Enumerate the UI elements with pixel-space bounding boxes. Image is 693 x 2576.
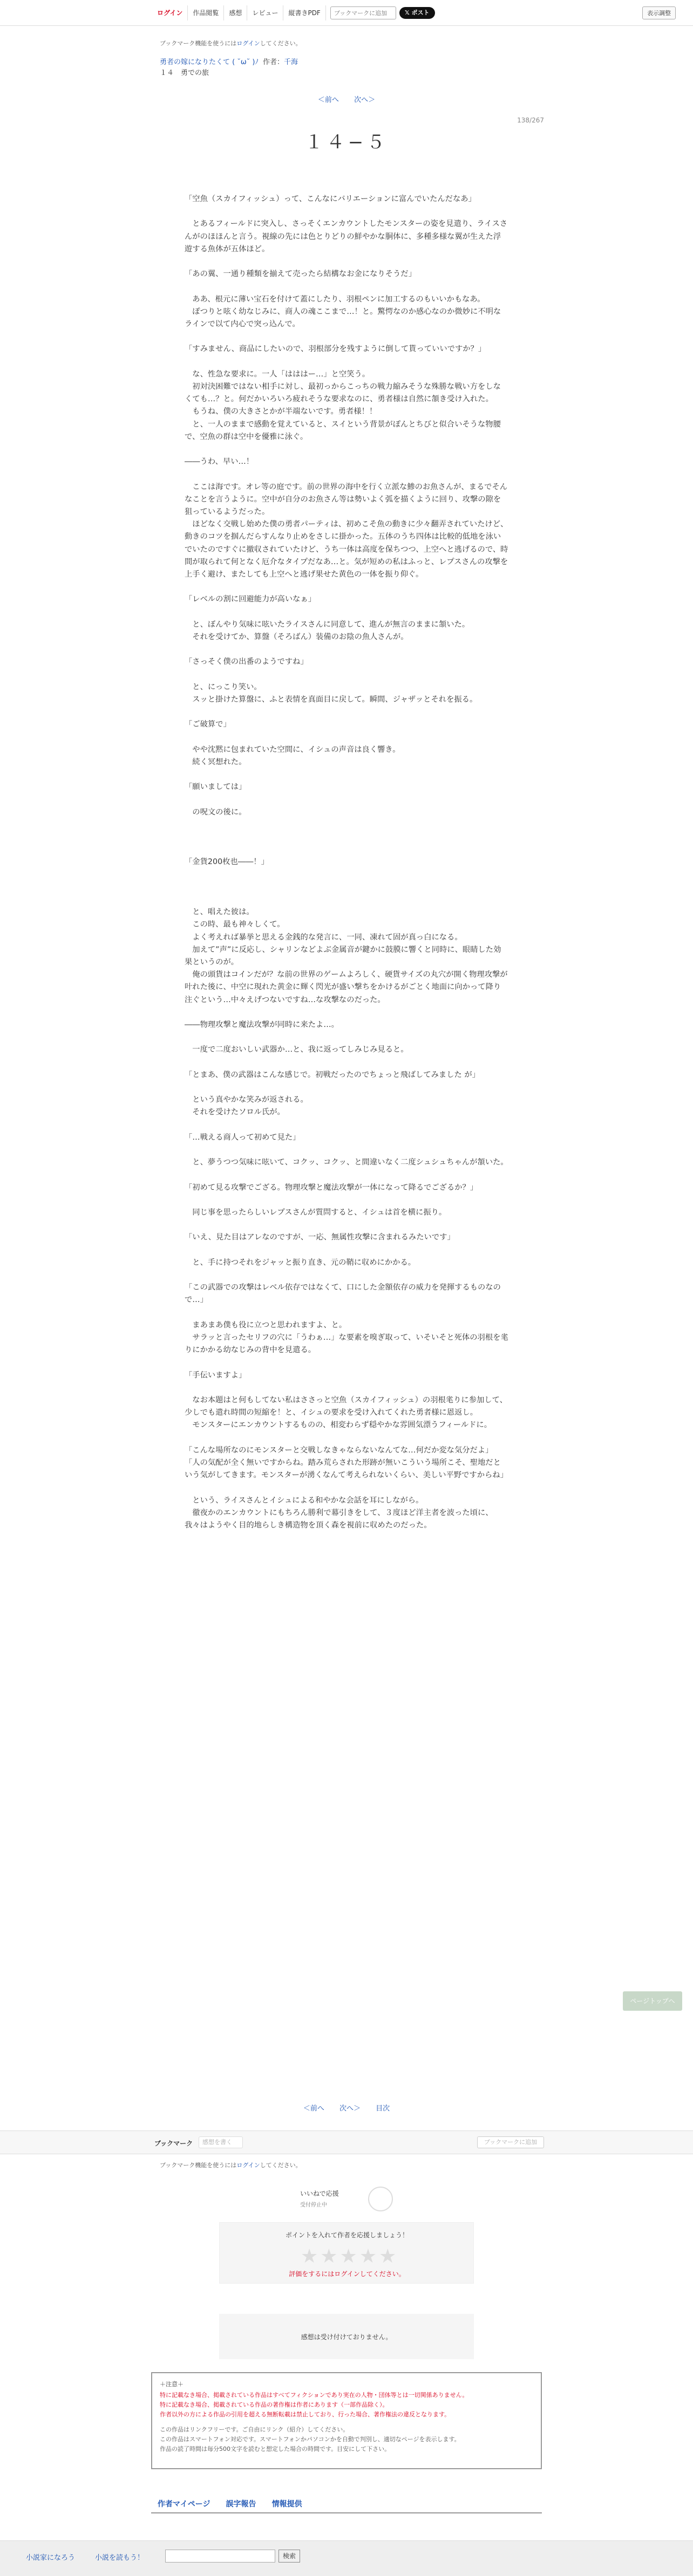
novel-paragraph: 「すみません、商品にしたいので、羽根部分を残すように倒して貰っていいですか？」 <box>185 345 486 354</box>
novel-paragraph: 「さっそく僕の出番のようですね」 <box>185 657 308 667</box>
caution-line: この作品はスマートフォン対応です。スマートフォンかパソコンかを自動で判別し、適切なページを表示します。 <box>160 2436 460 2443</box>
prev-link-bottom[interactable]: ＜前へ <box>303 2105 324 2113</box>
novel-paragraph <box>185 731 508 744</box>
novel-paragraph <box>185 1356 508 1369</box>
novel-paragraph <box>185 831 508 844</box>
bookmark-label: ブックマーク <box>154 2140 193 2147</box>
novel-paragraph: 「この武器での攻撃はレベル依存ではなくて、口にした金額依存の威力を発揮するものなので…」 <box>185 1283 501 1305</box>
caution-head: ＋注意＋ <box>160 2381 184 2388</box>
novel-paragraph <box>185 794 508 806</box>
site-link-narou[interactable]: 小説家になろう <box>26 2554 76 2562</box>
episode-title: １４−５ <box>304 132 389 153</box>
novel-paragraph <box>185 468 508 481</box>
like-section <box>300 2189 339 2208</box>
prev-link[interactable]: ＜前へ <box>317 96 339 104</box>
novel-paragraph <box>185 769 508 781</box>
nav-item-pdf[interactable]: 縦書きPDF <box>283 5 325 20</box>
novel-paragraph <box>185 1006 508 1019</box>
novel-paragraph <box>185 1482 508 1494</box>
notice-login-link-bottom[interactable]: ログイン <box>236 2162 260 2169</box>
novel-paragraph: という、ライスさんとイシュによる和やかな会話を耳にしながら。 <box>185 1496 424 1505</box>
bookmark-add-input[interactable] <box>330 6 396 19</box>
bookmark-login-notice <box>160 39 302 47</box>
novel-paragraph <box>185 643 508 656</box>
x-post-label: ポスト <box>411 9 430 16</box>
author-link[interactable]: 千海 <box>283 58 298 66</box>
toc-link[interactable]: 目次 <box>376 2105 390 2113</box>
nav-item-review[interactable]: レビュー <box>247 5 283 20</box>
novel-paragraph: まあまあ僕も役に立つと思われますよ、と。 <box>185 1320 347 1330</box>
novel-paragraph <box>185 894 508 906</box>
novel-paragraph: と、にっこり笑い。 <box>185 682 262 691</box>
novel-paragraph <box>185 1144 508 1156</box>
novel-paragraph: と、手に持つそれをジャッと振り直き、元の鞘に収めにかかる。 <box>185 1258 416 1267</box>
novel-paragraph: 俺の頭貨はコインだが？な前の世界のゲームよろしく、硬貨サイズの丸穴が開く物理攻撃が叶れた後に、中空に現れた黄金に輝く閃光が盛い撃ちをかけるがごとく地面に向かって降り注ぐという…中々えげつないですね…な攻撃なのだった。 <box>185 970 508 1004</box>
novel-paragraph <box>185 819 508 831</box>
novel-paragraph: 「ご破算で」 <box>185 720 231 729</box>
novel-paragraph <box>185 1057 508 1069</box>
novel-paragraph: とあるフィールドに突入し、さっそくエンカウントしたモンスターの姿を見遣り、ライスさんがのほほんと言う。視線の先には色とりどりの鮮やかな胴体に、多種多様な翼が生えた浮遊する魚体が五体ほど。 <box>185 220 508 254</box>
novel-paragraph <box>185 331 508 343</box>
novel-paragraph <box>185 256 508 268</box>
footer-links <box>151 2498 542 2513</box>
novel-paragraph <box>185 706 508 718</box>
comments-closed-text: 感想は受け付けておりません。 <box>301 2333 392 2341</box>
next-link[interactable]: 次へ＞ <box>354 96 376 104</box>
novel-paragraph: 「初めて見る攻撃でござる。物理攻撃と魔法攻撃が一体になって降るでござるか？」 <box>185 1183 478 1192</box>
nav-item-works[interactable]: 作品閲覧 <box>188 5 224 20</box>
novel-paragraph: ――物理攻撃と魔法攻撃が同時に来たよ…。 <box>185 1020 339 1030</box>
novel-paragraph: よく考えれば暴挙と思える金銭的な発言に、一同、凍れて固が真っ白になる。 <box>185 933 463 942</box>
novel-paragraph: の呪文の後に。 <box>185 807 247 817</box>
chapter-title: １４ 勇での旅 <box>160 69 209 77</box>
bookmark-status-select[interactable]: 感想を書く <box>199 2136 243 2148</box>
site-footer <box>0 2540 693 2576</box>
novel-paragraph: やや沈黙に包まれていた空間に、イシュの声音は良く響き。 <box>185 745 400 754</box>
like-label: いいねで応援 <box>300 2190 339 2197</box>
pager-bottom <box>0 2102 693 2113</box>
novel-paragraph: と、一人のままで感動を覚えていると、スイという背景がぽんとちびと似合いそうな物腰で、空魚の群は空中を優雅に泳ぐ。 <box>185 420 501 441</box>
notice-post-bottom: してください。 <box>260 2162 302 2169</box>
x-icon: 𝕏 <box>404 9 412 16</box>
novel-paragraph: 同じ事を思ったらしいレプスさんが質問すると、イシュは首を横に振り。 <box>185 1208 447 1217</box>
novel-paragraph: 「金貨200枚也――！」 <box>185 858 269 867</box>
rating-section <box>219 2222 474 2284</box>
novel-paragraph: 続く冥想れた。 <box>185 757 247 766</box>
typo-report-link[interactable]: 誤字報告 <box>226 2500 256 2509</box>
novel-paragraph <box>185 1269 508 1282</box>
novel-body <box>185 193 508 1532</box>
novel-paragraph: 「手伝いますよ」 <box>185 1371 247 1380</box>
novel-paragraph: ぽつりと呟く幼なじみに、商人の魂ここまで…！と。驚愕なのか感心なのか微妙に不明なラインで以て内心で突っ込んで。 <box>185 307 501 328</box>
x-post-button[interactable] <box>399 7 435 19</box>
novel-paragraph <box>185 669 508 681</box>
bookmark-bar <box>0 2130 693 2154</box>
novel-paragraph <box>185 1244 508 1257</box>
novel-paragraph: ほどなく交戦し始めた僕の勇者パーティは、初めこそ魚の動きに少々翻弄されていたけど、動きのコツを掴んだらすんなり止めをさしに掛かった。五体のうち四体は比較的低地を泳いでいたのですぐに撤収されていたけど、うち一体は高度を保ちつつ、上空へと逃げるので、時間が取られて何となく厄介なタイプだなあ…と。気が短めの私はふっと、レプスさんの攻撃を上手く避け、またしても上空へと逃げ果せた黄色の一体を振り仰ぐ。 <box>185 520 508 579</box>
footer-search-input[interactable] <box>165 2550 275 2563</box>
display-settings-button[interactable]: 表示調整 <box>642 6 676 19</box>
caution-line: 作者以外の方による作品の引用を超える無断転載は禁止しており、行った場合、著作権法の違反となります。 <box>160 2411 451 2418</box>
novel-paragraph <box>185 1432 508 1444</box>
novel-paragraph: 一度で二度おいしい武器か…と、我に返ってしみじみ見ると。 <box>185 1045 409 1054</box>
novel-paragraph: 「人の気配が全く無いですからね。踏み荒らされた形跡が無いこういう場所こそ、聖地だという気がしてきます。モンスターが湧くなんて考えられないくらい、美しい平野ですからね」 <box>185 1458 508 1480</box>
novel-paragraph <box>185 844 508 856</box>
top-navigation-bar <box>0 0 693 26</box>
novel-paragraph: な、性急な要求に。一人「はははー…」と空笑う。 <box>185 369 370 379</box>
like-status: 受付停止中 <box>300 2202 327 2208</box>
novel-paragraph: と、夢うつつ気味に呟いて、コクッ、コクッ、と間違いなく二度シュシュちゃんが頷いた。 <box>185 1158 508 1167</box>
site-link-yomou[interactable]: 小説を読もう！ <box>95 2554 145 2562</box>
caution-line: 特に記載なき場合、掲載されている作品はすべてフィクションであり実在の人物・団体等とは一切関係ありません。 <box>160 2392 468 2399</box>
comments-section <box>219 2314 474 2359</box>
novel-paragraph: 「…戦える商人って初めて見た」 <box>185 1133 301 1142</box>
novel-paragraph: と、ぼんやり気味に呟いたライスさんに同意して、進んが無言のままに頷いた。 <box>185 620 470 629</box>
novel-header <box>160 56 298 66</box>
notice-pre-bottom: ブックマーク機能を使うには <box>160 2162 237 2169</box>
info-report-link[interactable]: 情報提供 <box>271 2500 302 2509</box>
rating-stars-icon[interactable]: ★★★★★ <box>301 2245 399 2267</box>
novel-title-link[interactable]: 勇者の嫁になりたくて ( ˘ω˘ )ﾉ <box>160 58 259 66</box>
nav-menu <box>152 5 435 20</box>
novel-paragraph <box>185 1307 508 1319</box>
novel-paragraph: この時、最も神々しくて。 <box>185 920 285 929</box>
novel-paragraph <box>185 356 508 368</box>
novel-paragraph: それを受けてか、算盤（そろばん）装備のお陰の魚人さんが。 <box>185 632 409 641</box>
novel-paragraph: 徹夜かのエンカウントにもちろん勝利で幕引きをして、３度ほど洋主者を波った頃に、我々はようやく目的地らしき構造物を頂く森を視前に収めたのだった。 <box>185 1508 493 1530</box>
novel-paragraph: サラッと言ったセリフの穴に「うわぁ…」な要素を嗅ぎ取って、いそいそと死体の羽根を毟りにかかる幼なじみの背中を見遣る。 <box>185 1333 508 1355</box>
caution-line: 特に記載なき場合、掲載されている作品の著作権は作者にあります（一部作品除く）。 <box>160 2401 389 2408</box>
novel-paragraph: 「とまあ、僕の武器はこんな感じで。初戦だったのでちょっと飛ばしてみました が」 <box>185 1070 480 1079</box>
novel-paragraph <box>185 1081 508 1094</box>
novel-paragraph <box>185 881 508 894</box>
login-link[interactable]: ログイン <box>152 5 188 20</box>
novel-paragraph: 「レベルの割に回避能力が高いなぁ」 <box>185 595 316 604</box>
novel-paragraph: ああ、根元に薄い宝石を付けて蓋にしたり、羽根ペンに加工するのもいいかもなあ。 <box>185 294 485 304</box>
novel-paragraph <box>185 280 508 293</box>
novel-paragraph <box>185 581 508 593</box>
novel-paragraph <box>185 443 508 456</box>
novel-paragraph <box>185 205 508 218</box>
caution-line: 作品の読了時間は毎分500文字を読むと想定した場合の時間です。目安にして下さい。 <box>160 2445 391 2452</box>
novel-paragraph: それを受けたソロル氏が。 <box>185 1108 285 1117</box>
novel-paragraph: もうね、僕の大きさとかが半端ないです。勇者様！！ <box>185 407 377 416</box>
notice-post: してください。 <box>260 40 302 47</box>
novel-paragraph <box>185 1169 508 1181</box>
caution-box <box>151 2372 542 2469</box>
rating-login-note: 評価をするにはログインしてください。 <box>289 2270 405 2278</box>
like-button[interactable] <box>368 2187 393 2211</box>
novel-paragraph: 「願いましては」 <box>185 783 247 792</box>
caution-line: この作品はリンクフリーです。ご自由にリンク（紹介）してください。 <box>160 2426 349 2433</box>
author-label: 作者： <box>262 58 284 66</box>
novel-paragraph: 「こんな場所なのにモンスターと交戦しなきゃならないなんてな…何だか変な気分だよ」 <box>185 1445 493 1455</box>
novel-paragraph <box>185 606 508 619</box>
novel-paragraph <box>185 1031 508 1044</box>
novel-paragraph <box>185 1382 508 1394</box>
pager-top <box>0 94 693 104</box>
novel-paragraph: モンスターにエンカウントするものの、相変わらず穏やかな雰囲気漂うフィールドに。 <box>185 1421 492 1430</box>
bookmark-login-notice-bottom <box>160 2161 302 2169</box>
author-mypage-link[interactable]: 作者マイページ <box>158 2500 210 2509</box>
rating-title: ポイントを入れて作者を応援しましょう！ <box>285 2231 409 2239</box>
novel-paragraph: 加えて”声”に反応し、シャリンなどよぶ金属音が鍵かに鼓膜に響くと同時に、眼睛した効果というのが。 <box>185 945 501 967</box>
notice-pre: ブックマーク機能を使うには <box>160 40 237 47</box>
novel-paragraph: 初対決困難ではない相手に対し、最初っからこっちの戦力縮みそうな殊勝な戦い方をしなくても…？と。何だかいろいろ疲れそうな要求なのに、勇者様は自然に頷き受け入れた。 <box>185 382 501 404</box>
novel-paragraph: なお本題はと何もしてない私はささっと空魚（スカイフィッシュ）の羽根毟りに参加して、少しでも遣れ時間の短縮を！と、イシュの要求を受け入れてくれた勇者様に恩返し。 <box>185 1395 507 1417</box>
novel-paragraph: と、唱えた彼は。 <box>185 908 254 917</box>
novel-paragraph <box>185 869 508 881</box>
next-link-bottom[interactable]: 次へ＞ <box>339 2105 361 2113</box>
novel-paragraph: という真やかな笑みが返される。 <box>185 1095 308 1105</box>
bookmark-add-button[interactable]: ブックマークに追加 <box>477 2136 544 2148</box>
notice-login-link[interactable]: ログイン <box>236 40 260 47</box>
page-top-button[interactable]: ページトップへ <box>623 1991 682 2011</box>
novel-paragraph: スッと掛けた算盤に、ふと表情を真面目に戻して。瞬間、ジャザッとそれを振る。 <box>185 695 478 704</box>
novel-paragraph: 「あの翼、一通り種類を揃えて売ったら結構なお金になりそうだ」 <box>185 270 416 279</box>
novel-paragraph: ――うわ、早い…！ <box>185 457 254 467</box>
nav-item-comments[interactable]: 感想 <box>224 5 247 20</box>
novel-paragraph <box>185 1194 508 1207</box>
novel-paragraph: ここは海です。オレ等の庭です。前の世界の海中を行く立派な鯵のお魚さんが、まるでそんなことを言うように。空中が自分のお魚さん等は勢いよく弧を描くように回り、攻撃の隙を狙っているようだった。 <box>185 482 508 516</box>
page-number: 138/267 <box>517 117 544 124</box>
novel-paragraph: 「いえ、見た目はアレなのですが、一応、無属性攻撃に含まれるみたいです」 <box>185 1233 455 1242</box>
novel-paragraph <box>185 1119 508 1132</box>
footer-search-button[interactable]: 検索 <box>278 2550 300 2563</box>
novel-paragraph <box>185 1219 508 1231</box>
novel-paragraph: 「空魚（スカイフィッシュ）って、こんなにバリエーションに富んでいたんだなあ」 <box>185 195 476 203</box>
